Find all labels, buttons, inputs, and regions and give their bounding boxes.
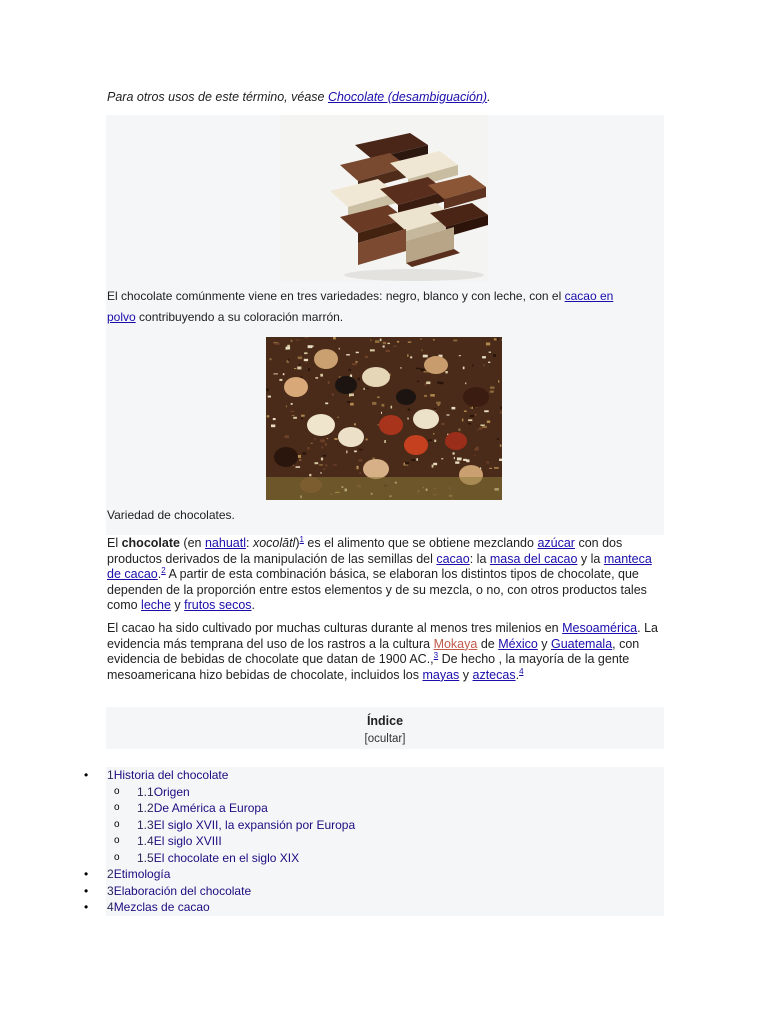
toc-item-number: 3	[107, 883, 114, 898]
chocolate-variety-drawing	[266, 337, 502, 500]
toc-item-number: 2	[107, 867, 114, 881]
text: : la	[469, 551, 490, 566]
mayas-link[interactable]: mayas	[422, 667, 460, 682]
frutos-secos-link[interactable]: frutos secos	[184, 598, 252, 613]
guatemala-link[interactable]: Guatemala	[551, 636, 613, 651]
text: es el alimento que se obtiene mezclando	[303, 536, 538, 550]
toc-list	[84, 767, 664, 916]
toc-item[interactable]	[84, 883, 664, 900]
text: . La evidencia más temprana del uso de los rastros a la cultura	[107, 621, 658, 651]
toc-item-number: 1.3	[137, 817, 154, 832]
bullet-icon: •	[84, 867, 89, 881]
toc-title: Índice	[366, 714, 404, 728]
disambiguation-link[interactable]: Chocolate (desambiguación)	[327, 90, 488, 104]
text: con dos productos derivados de la manipulación de las semillas del	[107, 536, 623, 566]
toc-item-label: Origen	[153, 784, 190, 799]
chocolate-variety-image[interactable]	[266, 337, 502, 500]
toc-item-label: El siglo XVIII	[153, 834, 222, 848]
circle-bullet-icon: o	[114, 802, 120, 813]
text: El	[107, 536, 122, 550]
figure1-caption	[107, 286, 627, 328]
toc-item[interactable]	[106, 784, 664, 801]
text: .	[157, 567, 162, 582]
text: de	[477, 636, 499, 651]
figure2-caption: Variedad de chocolates.	[107, 508, 235, 522]
toc-item[interactable]	[84, 767, 664, 784]
toc-item[interactable]	[106, 850, 664, 867]
toc-item-number: 1	[107, 768, 114, 782]
reference-3-link[interactable]: 3	[433, 651, 439, 661]
toc-item-number: 4	[107, 900, 114, 914]
hatnote-suffix: .	[487, 90, 491, 104]
toc-item-label: El siglo XVII, la expansión por Europa	[153, 817, 356, 832]
cacao-en-polvo-link[interactable]: cacao en polvo	[107, 289, 614, 324]
manteca-de-cacao-link[interactable]: manteca de cacao	[107, 551, 652, 582]
circle-bullet-icon: o	[114, 818, 120, 830]
circle-bullet-icon: o	[114, 835, 120, 846]
aztecas-link[interactable]: aztecas	[472, 667, 516, 682]
chocolate-bars-image[interactable]	[280, 115, 488, 281]
bullet-icon: •	[84, 768, 89, 782]
text: , con evidencia de bebidas de chocolate que datan de 1900 AC.,	[107, 636, 640, 667]
figure1-caption-after: contribuyendo a su coloración marrón.	[135, 310, 344, 324]
reference-1-link[interactable]: 1	[299, 534, 304, 544]
mesoamerica-link[interactable]: Mesoamérica	[562, 621, 638, 635]
toc-item-label: Elaboración del chocolate	[113, 883, 252, 898]
text: .	[251, 598, 256, 613]
toc-item-number: 1.5	[137, 850, 154, 865]
mokaya-link[interactable]: Mokaya	[433, 636, 478, 651]
text: De hecho , la mayoría de la gente mesoamericana hizo bebidas de chocolate, incluidos los	[107, 652, 630, 682]
chocolate-bars-drawing	[280, 115, 488, 281]
masa-del-cacao-link[interactable]: masa del cacao	[489, 551, 578, 566]
toc-toggle[interactable]: [ocultar]	[364, 733, 406, 745]
reference-2-link[interactable]: 2	[161, 566, 166, 576]
toc-item-number: 1.1	[137, 784, 154, 799]
toc-item[interactable]	[84, 866, 664, 883]
circle-bullet-icon: o	[114, 851, 120, 863]
text: A partir de esta combinación básica, se elaboran los distintos tipos de chocolate, que dependen de la proporción entre estos elementos y de su mezcla, o no, con otros productos tales como	[107, 567, 647, 613]
toc-item-number: 1.2	[137, 801, 154, 815]
text: y	[170, 598, 185, 613]
toc-item-number: 1.4	[137, 834, 154, 848]
azucar-link[interactable]: azúcar	[537, 536, 575, 550]
nahuatl-word: xocolātl	[252, 536, 296, 550]
history-paragraph	[107, 621, 663, 683]
text: .	[515, 667, 520, 682]
text: )	[295, 536, 300, 550]
bullet-icon: •	[84, 883, 89, 898]
hatnote	[107, 90, 491, 104]
toc-item-label: De América a Europa	[153, 801, 268, 815]
toc-item-label: Etimología	[113, 867, 171, 881]
bold-term: chocolate	[121, 536, 180, 550]
text: El cacao ha sido cultivado por muchas culturas durante al menos tres milenios en	[107, 621, 563, 635]
toc-item[interactable]	[84, 899, 664, 916]
hatnote-prefix: Para otros usos de este término, véase	[107, 90, 328, 104]
toc-item[interactable]	[106, 833, 664, 850]
nahuatl-link[interactable]: nahuatl	[204, 536, 246, 550]
toc-header	[106, 707, 664, 749]
text: :	[245, 536, 253, 550]
text: y	[459, 667, 473, 682]
leche-link[interactable]: leche	[141, 598, 171, 613]
toc-item-label: Mezclas de cacao	[113, 900, 210, 914]
text: (en	[179, 536, 205, 550]
bullet-icon: •	[84, 900, 89, 914]
figure1-caption-text: El chocolate comúnmente viene en tres variedades: negro, blanco y con leche, con el	[107, 289, 565, 303]
reference-4-link[interactable]: 4	[519, 666, 524, 676]
mexico-link[interactable]: México	[498, 636, 538, 651]
toc-item-label: El chocolate en el siglo XIX	[153, 850, 300, 865]
toc-item[interactable]	[106, 800, 664, 817]
text: y la	[577, 551, 604, 566]
circle-bullet-icon: o	[114, 785, 120, 797]
toc-item[interactable]	[106, 817, 664, 834]
toc-item-label: Historia del chocolate	[113, 768, 229, 782]
cacao-link[interactable]: cacao	[436, 551, 470, 566]
intro-paragraph	[107, 536, 663, 614]
text: y	[537, 636, 551, 651]
